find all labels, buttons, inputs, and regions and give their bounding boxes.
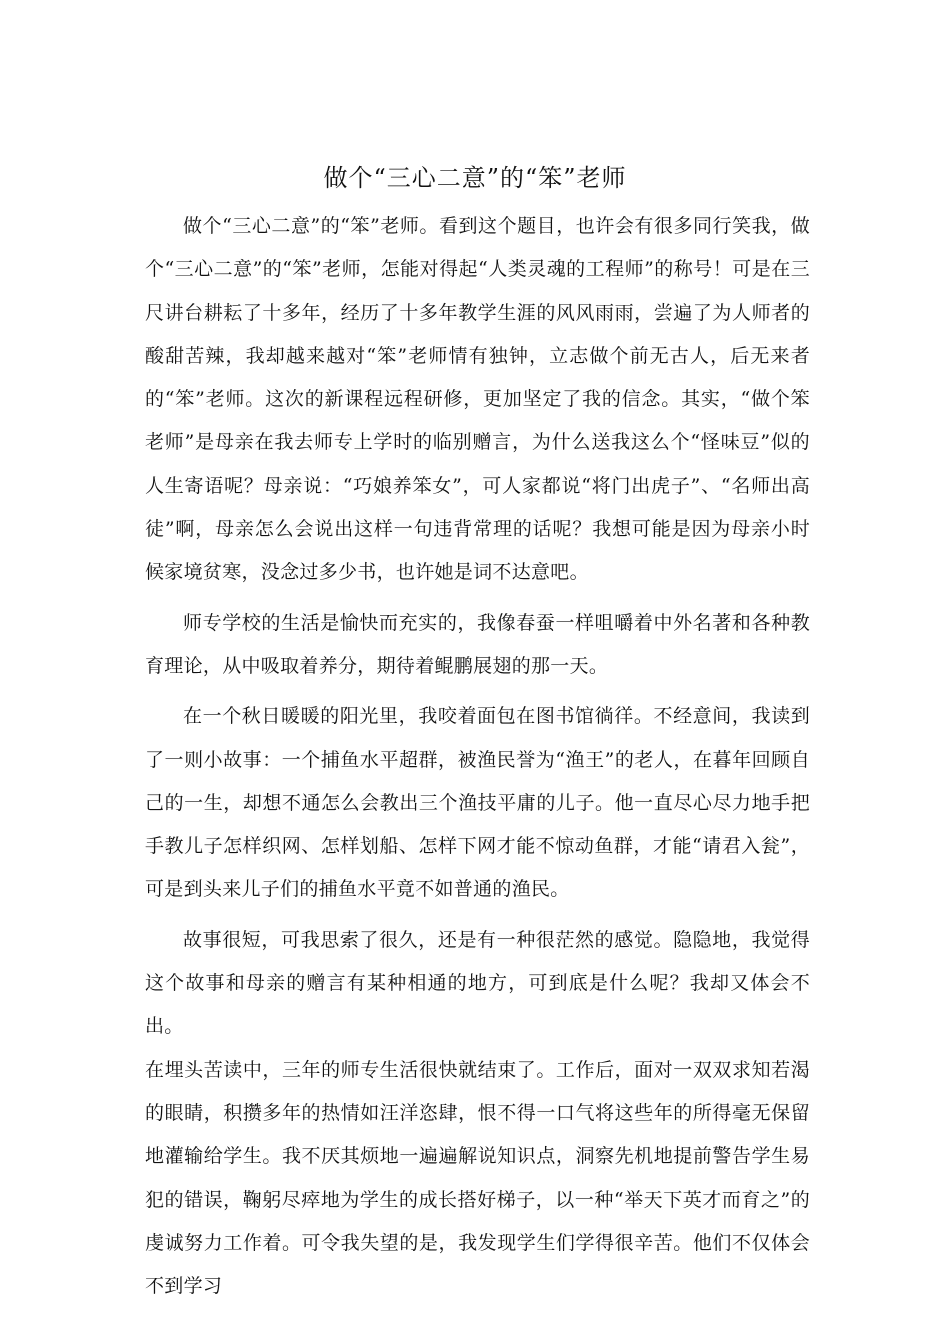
paragraph: 做个“三心二意”的“笨”老师。看到这个题目，也许会有很多同行笑我，做个“三心二意”的“笨”老师，怎能对得起“人类灵魂的工程师”的称号！可是在三尺讲台耕耘了十多年，经历了十多年教学生涯的风风雨雨，尝遍了为人师者的酸甜苦辣，我却越来越对“笨”老师情有独钟，立志做个前无古人，后无来者的“笨”老师。这次的新课程远程研修，更加坚定了我的信念。其实，“做个笨老师”是母亲在我去师专上学时的临别赠言，为什么送我这么个“怪味豆”似的人生寄语呢？母亲说：“巧娘养笨女”，可人家都说“将门出虎子”、“名师出高徒”啊，母亲怎么会说出这样一句违背常理的话呢？我想可能是因为母亲小时候家境贫寒，没念过多少书，也许她是词不达意吧。 — [145, 215, 810, 584]
paragraph: 师专学校的生活是愉快而充实的，我像春蚕一样咀嚼着中外名著和各种教育理论，从中吸取着养分，期待着鲲鹏展翅的那一天。 — [145, 611, 810, 677]
document-title: 做个“三心二意”的“笨”老师 — [323, 164, 627, 192]
paragraph: 在埋头苦读中，三年的师专生活很快就结束了。工作后，面对一双双求知若渴的眼睛，积攒多年的热情如汪洋恣肆，恨不得一口气将这些年的所得毫无保留地灌输给学生。我不厌其烦地一遍遍解说知识点，洞察先机地提前警告学生易犯的错误，鞠躬尽瘁地为学生的成长搭好梯子，以一种“举天下英才而育之”的虔诚努力工作着。可令我失望的是，我发现学生们学得很辛苦。他们不仅体会不到学习 — [145, 1058, 810, 1298]
document-body — [145, 205, 810, 1308]
paragraph: 在一个秋日暖暖的阳光里，我咬着面包在图书馆徜徉。不经意间，我读到了一则小故事：一个捕鱼水平超群，被渔民誉为“渔王”的老人，在暮年回顾自己的一生，却想不通怎么会教出三个渔技平庸的儿子。他一直尽心尽力地手把手教儿子怎样织网、怎样划船、怎样下网才能不惊动鱼群，才能“请君入瓮”，可是到头来儿子们的捕鱼水平竟不如普通的渔民。 — [145, 705, 810, 901]
paragraph: 故事很短，可我思索了很久，还是有一种很茫然的感觉。隐隐地，我觉得这个故事和母亲的赠言有某种相通的地方，可到底是什么呢？我却又体会不出。 — [145, 928, 810, 1038]
